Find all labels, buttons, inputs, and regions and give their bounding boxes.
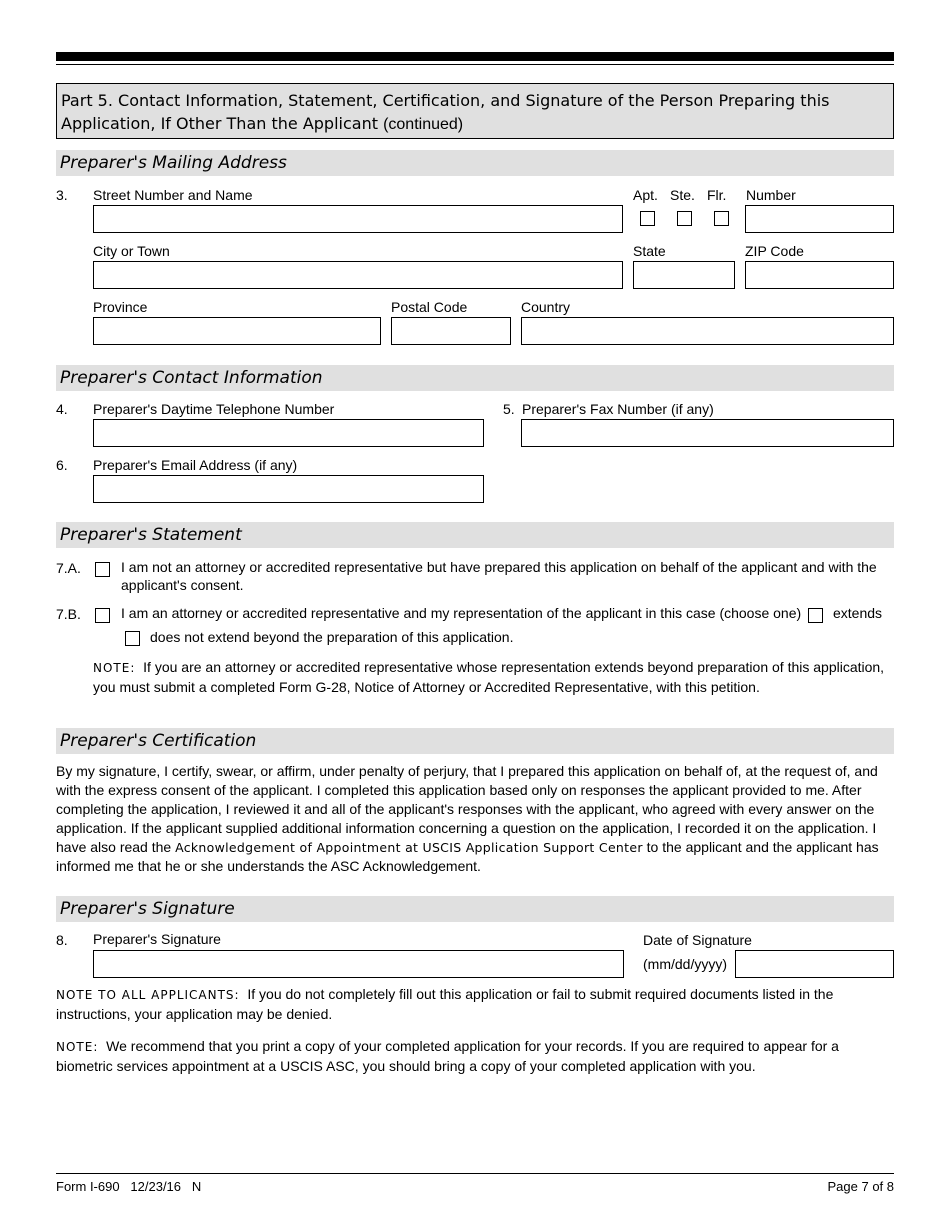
email-label: Preparer's Email Address (if any): [93, 457, 298, 473]
section-contact-information: Preparer's Contact Information: [56, 365, 894, 391]
phone-input[interactable]: [93, 419, 484, 447]
part-header: [56, 83, 894, 139]
ste-label: Ste.: [670, 187, 695, 203]
statement-note-text: If you are an attorney or accredited representative whose representation extends beyond preparation of this application, you must submit a completed Form G-28, Notice of Attorney or Accredited Representative, with this petition.: [93, 659, 885, 695]
country-input[interactable]: [521, 317, 894, 345]
province-label: Province: [93, 299, 148, 315]
part-title: Part 5. Contact Information, Statement, Certification, and Signature of the Person Preparing this Application, If Other Than the Applicant (continued): [61, 91, 830, 133]
postal-label: Postal Code: [391, 299, 468, 315]
note-text: We recommend that you print a copy of your completed application for your records. If you are required to appear for a biometric services appointment at a USCIS ASC, you should bring a copy of your completed application with you.: [56, 1038, 839, 1074]
state-label: State: [633, 243, 666, 259]
extends-checkbox[interactable]: [808, 608, 823, 623]
note-all-label: NOTE TO ALL APPLICANTS:: [56, 988, 240, 1002]
note-print-copy: [56, 1037, 894, 1076]
not-extend-checkbox[interactable]: [125, 631, 140, 646]
apt-label: Apt.: [633, 187, 658, 203]
footer-rule: [56, 1173, 894, 1174]
item-number-3: 3.: [56, 187, 68, 203]
flr-label: Flr.: [707, 187, 727, 203]
number-label: Number: [746, 187, 796, 203]
top-rule-thick: [56, 52, 894, 61]
postal-input[interactable]: [391, 317, 511, 345]
item-number-8: 8.: [56, 932, 68, 948]
section-mailing-address: Preparer's Mailing Address: [56, 150, 894, 176]
certification-text: By my signature, I certify, swear, or affirm, under penalty of perjury, that I prepared this application on behalf of, at the request of, and with the express consent of the applicant. I completed this application based only on responses the applicant provided to me. After completing the application, I reviewed it and all of the applicant's responses with the applicant, who agreed with every answer on the application. If the applicant supplied additional information concerning a question on the application, I recorded it on the application. I have also read the Acknowledgement of Appointment at USCIS Application Support Center to the applicant and the applicant has informed me that he or she understands the ASC Acknowledgement.: [56, 763, 879, 874]
page-number: Page 7 of 8: [827, 1179, 894, 1194]
item-number-6: 6.: [56, 457, 68, 473]
note-label: NOTE:: [56, 1040, 99, 1054]
date-format: (mm/dd/yyyy): [643, 956, 727, 972]
signature-input[interactable]: [93, 950, 624, 978]
statement-7b-text: I am an attorney or accredited representative and my representation of the applicant in this case (choose one): [121, 605, 802, 621]
state-select[interactable]: [633, 261, 735, 289]
unit-number-input[interactable]: [745, 205, 894, 233]
street-label: Street Number and Name: [93, 187, 253, 203]
date-input[interactable]: [735, 950, 894, 978]
statement-note-label: NOTE:: [93, 661, 136, 675]
item-number-7b: 7.B.: [56, 606, 81, 622]
top-rule-thin: [56, 64, 894, 65]
apt-checkbox[interactable]: [640, 211, 655, 226]
phone-label: Preparer's Daytime Telephone Number: [93, 401, 335, 417]
section-preparer-signature: Preparer's Signature: [56, 896, 894, 922]
fax-input[interactable]: [521, 419, 894, 447]
email-input[interactable]: [93, 475, 484, 503]
city-label: City or Town: [93, 243, 170, 259]
item-number-4: 4.: [56, 401, 68, 417]
note-all-text: If you do not completely fill out this application or fail to submit required documents listed in the instructions, your application may be denied.: [56, 986, 834, 1022]
statement-note: [93, 658, 895, 697]
not-extend-label: does not extend beyond the preparation of this application.: [150, 629, 514, 645]
extends-label: extends: [833, 605, 883, 621]
signature-label: Preparer's Signature: [93, 931, 221, 947]
not-attorney-checkbox[interactable]: [95, 562, 110, 577]
province-input[interactable]: [93, 317, 381, 345]
zip-input[interactable]: [745, 261, 894, 289]
section-preparer-statement: Preparer's Statement: [56, 522, 894, 548]
section-preparer-certification: Preparer's Certification: [56, 728, 894, 754]
note-all-applicants: [56, 985, 894, 1024]
street-input[interactable]: [93, 205, 623, 233]
statement-7a-text: I am not an attorney or accredited representative but have prepared this application on behalf of the applicant and with the applicant's consent.: [121, 559, 877, 593]
city-input[interactable]: [93, 261, 623, 289]
item-number-5: 5.: [503, 401, 515, 417]
ste-checkbox[interactable]: [677, 211, 692, 226]
zip-label: ZIP Code: [745, 243, 804, 259]
attorney-checkbox[interactable]: [95, 608, 110, 623]
date-label: Date of Signature: [643, 932, 752, 948]
country-label: Country: [521, 299, 571, 315]
fax-label: Preparer's Fax Number (if any): [522, 401, 714, 417]
form-id: Form I-690 12/23/16 N: [56, 1179, 202, 1194]
flr-checkbox[interactable]: [714, 211, 729, 226]
item-number-7a: 7.A.: [56, 560, 81, 576]
